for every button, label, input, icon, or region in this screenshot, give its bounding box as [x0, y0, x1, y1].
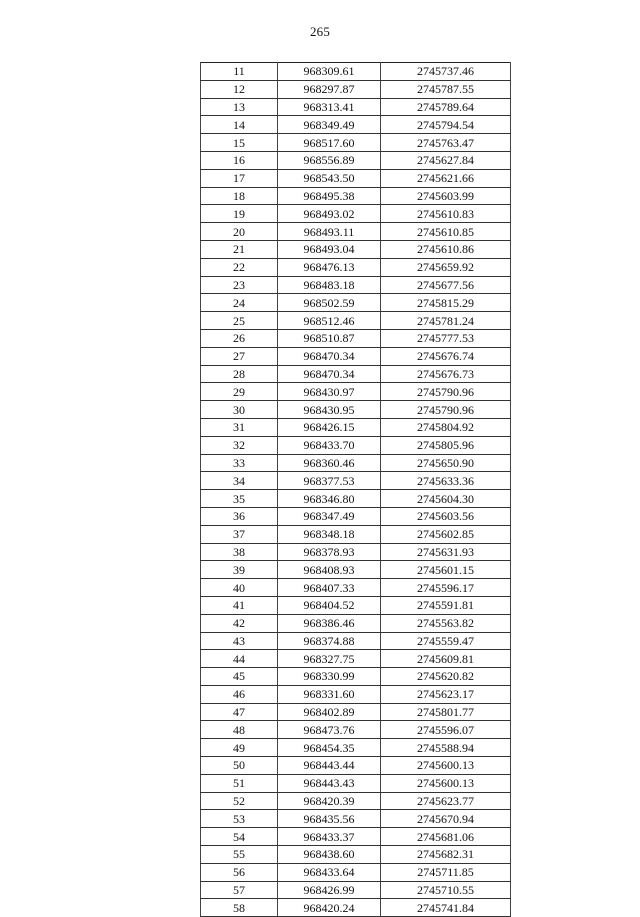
y-coordinate-cell: 2745602.85 [381, 525, 511, 543]
x-coordinate-cell: 968309.61 [278, 63, 381, 81]
point-number-cell: 20 [201, 223, 278, 241]
table-row [201, 685, 511, 703]
x-coordinate-cell: 968349.49 [278, 116, 381, 134]
table-row [201, 223, 511, 241]
y-coordinate-cell: 2745596.17 [381, 579, 511, 597]
point-number-cell: 48 [201, 721, 278, 739]
y-coordinate-cell: 2745804.92 [381, 418, 511, 436]
table-row [201, 596, 511, 614]
x-coordinate-cell: 968443.44 [278, 757, 381, 775]
point-number-cell: 41 [201, 596, 278, 614]
x-coordinate-cell: 968420.39 [278, 792, 381, 810]
table-row [201, 116, 511, 134]
point-number-cell: 56 [201, 863, 278, 881]
y-coordinate-cell: 2745789.64 [381, 98, 511, 116]
table-row [201, 490, 511, 508]
point-number-cell: 45 [201, 668, 278, 686]
y-coordinate-cell: 2745682.31 [381, 846, 511, 864]
point-number-cell: 17 [201, 169, 278, 187]
x-coordinate-cell: 968510.87 [278, 329, 381, 347]
point-number-cell: 53 [201, 810, 278, 828]
table-row [201, 525, 511, 543]
point-number-cell: 24 [201, 294, 278, 312]
x-coordinate-cell: 968495.38 [278, 187, 381, 205]
y-coordinate-cell: 2745631.93 [381, 543, 511, 561]
point-number-cell: 31 [201, 418, 278, 436]
y-coordinate-cell: 2745591.81 [381, 596, 511, 614]
x-coordinate-cell: 968443.43 [278, 774, 381, 792]
x-coordinate-cell: 968404.52 [278, 596, 381, 614]
table-row [201, 418, 511, 436]
table-row [201, 561, 511, 579]
x-coordinate-cell: 968476.13 [278, 258, 381, 276]
point-number-cell: 44 [201, 650, 278, 668]
table-row [201, 80, 511, 98]
table-row [201, 792, 511, 810]
table-row [201, 543, 511, 561]
point-number-cell: 19 [201, 205, 278, 223]
y-coordinate-cell: 2745633.36 [381, 472, 511, 490]
table-row [201, 294, 511, 312]
table-row [201, 863, 511, 881]
y-coordinate-cell: 2745781.24 [381, 312, 511, 330]
point-number-cell: 14 [201, 116, 278, 134]
table-row [201, 507, 511, 525]
x-coordinate-cell: 968330.99 [278, 668, 381, 686]
y-coordinate-cell: 2745609.81 [381, 650, 511, 668]
point-number-cell: 15 [201, 134, 278, 152]
table-row [201, 240, 511, 258]
y-coordinate-cell: 2745603.99 [381, 187, 511, 205]
table-row [201, 632, 511, 650]
x-coordinate-cell: 968347.49 [278, 507, 381, 525]
x-coordinate-cell: 968473.76 [278, 721, 381, 739]
table-row [201, 881, 511, 899]
point-number-cell: 36 [201, 507, 278, 525]
point-number-cell: 23 [201, 276, 278, 294]
y-coordinate-cell: 2745737.46 [381, 63, 511, 81]
table-row [201, 650, 511, 668]
point-number-cell: 54 [201, 828, 278, 846]
table-row [201, 365, 511, 383]
y-coordinate-cell: 2745563.82 [381, 614, 511, 632]
coordinate-table [200, 62, 511, 917]
table-row [201, 205, 511, 223]
table-row [201, 134, 511, 152]
y-coordinate-cell: 2745801.77 [381, 703, 511, 721]
x-coordinate-cell: 968426.99 [278, 881, 381, 899]
x-coordinate-cell: 968377.53 [278, 472, 381, 490]
table-row [201, 329, 511, 347]
table-row [201, 721, 511, 739]
y-coordinate-cell: 2745805.96 [381, 436, 511, 454]
y-coordinate-cell: 2745588.94 [381, 739, 511, 757]
y-coordinate-cell: 2745794.54 [381, 116, 511, 134]
point-number-cell: 25 [201, 312, 278, 330]
x-coordinate-cell: 968435.56 [278, 810, 381, 828]
table-row [201, 383, 511, 401]
point-number-cell: 11 [201, 63, 278, 81]
table-row [201, 828, 511, 846]
x-coordinate-cell: 968543.50 [278, 169, 381, 187]
table-row [201, 98, 511, 116]
y-coordinate-cell: 2745676.73 [381, 365, 511, 383]
x-coordinate-cell: 968360.46 [278, 454, 381, 472]
table-row [201, 846, 511, 864]
point-number-cell: 58 [201, 899, 278, 917]
point-number-cell: 47 [201, 703, 278, 721]
x-coordinate-cell: 968402.89 [278, 703, 381, 721]
x-coordinate-cell: 968470.34 [278, 347, 381, 365]
x-coordinate-cell: 968454.35 [278, 739, 381, 757]
coordinate-table-body [201, 63, 511, 917]
point-number-cell: 49 [201, 739, 278, 757]
table-row [201, 276, 511, 294]
table-row [201, 151, 511, 169]
table-row [201, 347, 511, 365]
table-row [201, 187, 511, 205]
y-coordinate-cell: 2745621.66 [381, 169, 511, 187]
y-coordinate-cell: 2745600.13 [381, 757, 511, 775]
point-number-cell: 30 [201, 401, 278, 419]
x-coordinate-cell: 968512.46 [278, 312, 381, 330]
point-number-cell: 29 [201, 383, 278, 401]
page-number: 265 [309, 24, 331, 39]
point-number-cell: 26 [201, 329, 278, 347]
x-coordinate-cell: 968374.88 [278, 632, 381, 650]
table-row [201, 436, 511, 454]
x-coordinate-cell: 968470.34 [278, 365, 381, 383]
point-number-cell: 12 [201, 80, 278, 98]
x-coordinate-cell: 968313.41 [278, 98, 381, 116]
table-row [201, 401, 511, 419]
point-number-cell: 34 [201, 472, 278, 490]
y-coordinate-cell: 2745741.84 [381, 899, 511, 917]
x-coordinate-cell: 968430.97 [278, 383, 381, 401]
y-coordinate-cell: 2745620.82 [381, 668, 511, 686]
y-coordinate-cell: 2745670.94 [381, 810, 511, 828]
table-row [201, 169, 511, 187]
point-number-cell: 27 [201, 347, 278, 365]
point-number-cell: 37 [201, 525, 278, 543]
y-coordinate-cell: 2745790.96 [381, 383, 511, 401]
table-row [201, 454, 511, 472]
y-coordinate-cell: 2745676.74 [381, 347, 511, 365]
x-coordinate-cell: 968420.24 [278, 899, 381, 917]
point-number-cell: 35 [201, 490, 278, 508]
x-coordinate-cell: 968433.37 [278, 828, 381, 846]
y-coordinate-cell: 2745600.13 [381, 774, 511, 792]
table-row [201, 472, 511, 490]
y-coordinate-cell: 2745650.90 [381, 454, 511, 472]
point-number-cell: 22 [201, 258, 278, 276]
table-row [201, 258, 511, 276]
point-number-cell: 55 [201, 846, 278, 864]
x-coordinate-cell: 968408.93 [278, 561, 381, 579]
point-number-cell: 40 [201, 579, 278, 597]
point-number-cell: 39 [201, 561, 278, 579]
table-row [201, 899, 511, 917]
y-coordinate-cell: 2745681.06 [381, 828, 511, 846]
y-coordinate-cell: 2745596.07 [381, 721, 511, 739]
y-coordinate-cell: 2745623.77 [381, 792, 511, 810]
point-number-cell: 32 [201, 436, 278, 454]
y-coordinate-cell: 2745677.56 [381, 276, 511, 294]
x-coordinate-cell: 968493.04 [278, 240, 381, 258]
y-coordinate-cell: 2745659.92 [381, 258, 511, 276]
point-number-cell: 50 [201, 757, 278, 775]
x-coordinate-cell: 968483.18 [278, 276, 381, 294]
x-coordinate-cell: 968378.93 [278, 543, 381, 561]
y-coordinate-cell: 2745610.83 [381, 205, 511, 223]
y-coordinate-cell: 2745790.96 [381, 401, 511, 419]
point-number-cell: 46 [201, 685, 278, 703]
x-coordinate-cell: 968433.64 [278, 863, 381, 881]
table-row [201, 703, 511, 721]
table-row [201, 774, 511, 792]
x-coordinate-cell: 968438.60 [278, 846, 381, 864]
table-row [201, 668, 511, 686]
point-number-cell: 43 [201, 632, 278, 650]
x-coordinate-cell: 968426.15 [278, 418, 381, 436]
y-coordinate-cell: 2745610.86 [381, 240, 511, 258]
x-coordinate-cell: 968386.46 [278, 614, 381, 632]
y-coordinate-cell: 2745777.53 [381, 329, 511, 347]
point-number-cell: 57 [201, 881, 278, 899]
x-coordinate-cell: 968331.60 [278, 685, 381, 703]
y-coordinate-cell: 2745711.85 [381, 863, 511, 881]
table-row [201, 312, 511, 330]
x-coordinate-cell: 968297.87 [278, 80, 381, 98]
x-coordinate-cell: 968502.59 [278, 294, 381, 312]
x-coordinate-cell: 968327.75 [278, 650, 381, 668]
x-coordinate-cell: 968556.89 [278, 151, 381, 169]
table-row [201, 63, 511, 81]
x-coordinate-cell: 968348.18 [278, 525, 381, 543]
y-coordinate-cell: 2745815.29 [381, 294, 511, 312]
point-number-cell: 52 [201, 792, 278, 810]
x-coordinate-cell: 968517.60 [278, 134, 381, 152]
x-coordinate-cell: 968346.80 [278, 490, 381, 508]
point-number-cell: 13 [201, 98, 278, 116]
point-number-cell: 18 [201, 187, 278, 205]
table-row [201, 757, 511, 775]
y-coordinate-cell: 2745601.15 [381, 561, 511, 579]
y-coordinate-cell: 2745604.30 [381, 490, 511, 508]
x-coordinate-cell: 968407.33 [278, 579, 381, 597]
y-coordinate-cell: 2745610.85 [381, 223, 511, 241]
table-row [201, 614, 511, 632]
point-number-cell: 28 [201, 365, 278, 383]
y-coordinate-cell: 2745710.55 [381, 881, 511, 899]
x-coordinate-cell: 968430.95 [278, 401, 381, 419]
y-coordinate-cell: 2745623.17 [381, 685, 511, 703]
y-coordinate-cell: 2745763.47 [381, 134, 511, 152]
point-number-cell: 33 [201, 454, 278, 472]
y-coordinate-cell: 2745603.56 [381, 507, 511, 525]
y-coordinate-cell: 2745787.55 [381, 80, 511, 98]
point-number-cell: 21 [201, 240, 278, 258]
point-number-cell: 42 [201, 614, 278, 632]
x-coordinate-cell: 968493.11 [278, 223, 381, 241]
table-row [201, 579, 511, 597]
x-coordinate-cell: 968493.02 [278, 205, 381, 223]
table-row [201, 810, 511, 828]
y-coordinate-cell: 2745627.84 [381, 151, 511, 169]
point-number-cell: 16 [201, 151, 278, 169]
point-number-cell: 38 [201, 543, 278, 561]
y-coordinate-cell: 2745559.47 [381, 632, 511, 650]
table-row [201, 739, 511, 757]
x-coordinate-cell: 968433.70 [278, 436, 381, 454]
point-number-cell: 51 [201, 774, 278, 792]
